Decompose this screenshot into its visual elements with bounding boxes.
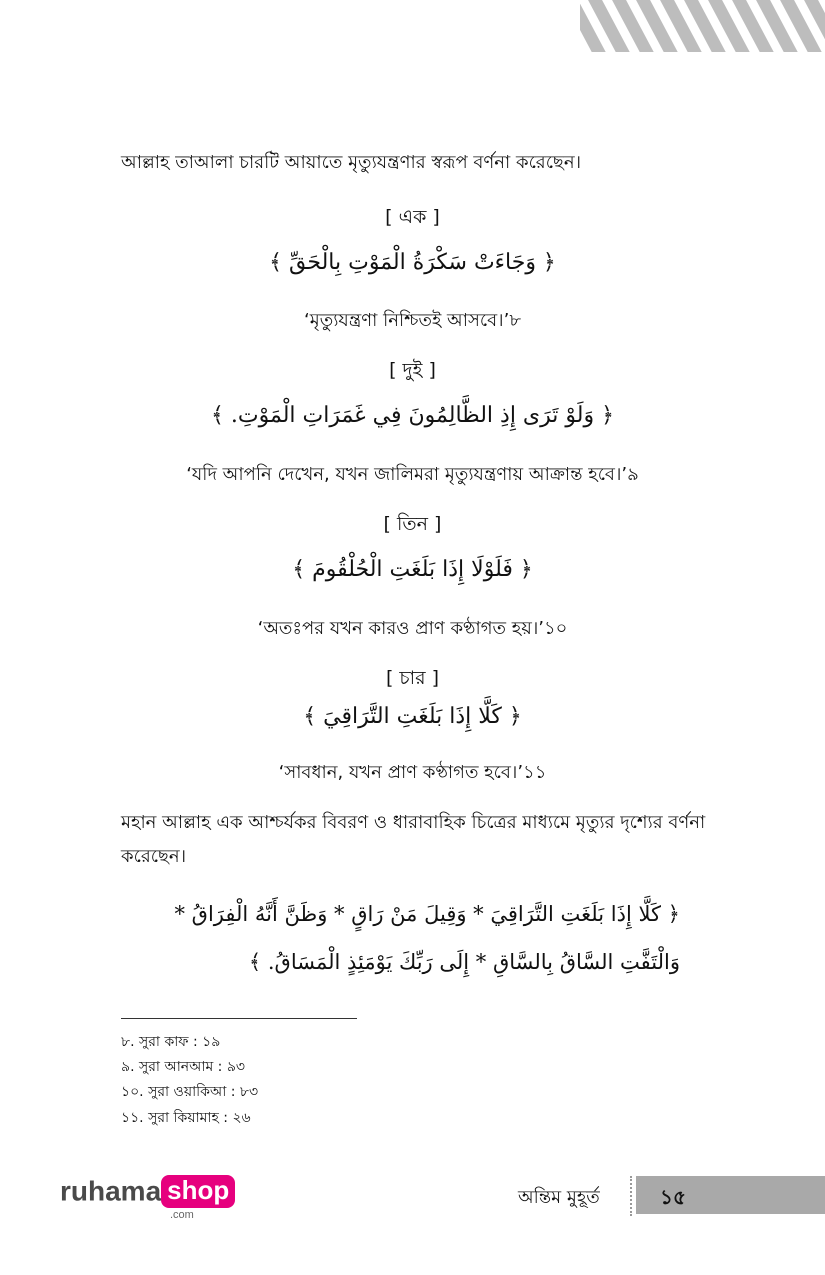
header-stripes [580, 0, 825, 52]
logo-wordmark: ruhama [60, 1175, 162, 1207]
arabic-verse-2: ﴿ وَلَوْ تَرَى إِذِ الظَّالِمُونَ فِي غَمَرَاتِ الْمَوْتِ. ﴾ [211, 403, 614, 428]
footnote-8: ৮. সুরা কাফ : ১৯ [121, 1034, 221, 1050]
translation-1: ‘মৃত্যুযন্ত্রণা নিশ্চিতই আসবে।’৮ [303, 310, 522, 331]
footnote-10: ১০. সুরা ওয়াকিআ : ৮৩ [121, 1084, 259, 1100]
arabic-passage-line-2: وَالْتَفَّتِ السَّاقُ بِالسَّاقِ * إِلَى رَبِّكَ يَوْمَئِذٍ الْمَسَاقُ. ﴾ [248, 950, 680, 974]
footer-separator [630, 1176, 634, 1216]
page-number: ১৫ [660, 1185, 686, 1209]
arabic-verse-3: ﴿ فَلَوْلَا إِذَا بَلَغَتِ الْحُلْقُومَ ﴾ [292, 557, 533, 582]
body-paragraph: মহান আল্লাহ এক আশ্চর্যকর বিবরণ ও ধারাবাহিক চিত্রের মাধ্যমে মৃত্যুর দৃশ্যের বর্ণনা করেছেন। [121, 812, 706, 867]
translation-4: ‘সাবধান, যখন প্রাণ কণ্ঠাগত হবে।’১১ [278, 762, 547, 783]
intro-text: আল্লাহ তাআলা চারটি আয়াতে মৃত্যুযন্ত্রণার স্বরূপ বর্ণনা করেছেন। [121, 152, 582, 173]
logo-domain: .com [170, 1209, 194, 1221]
translation-3: ‘অতঃপর যখন কারও প্রাণ কণ্ঠাগত হয়।’১০ [257, 618, 568, 639]
footnote-divider [121, 1018, 357, 1019]
book-title: অন্তিম মুহূর্ত [518, 1187, 600, 1208]
section-heading-4: [ চার ] [385, 667, 440, 689]
logo-shop-badge: shop [161, 1175, 235, 1208]
arabic-passage [150, 890, 680, 986]
arabic-verse-4: ﴿ كَلَّا إِذَا بَلَغَتِ التَّرَاقِيَ ﴾ [303, 704, 522, 729]
section-heading-3: [ তিন ] [383, 513, 442, 535]
section-heading-1: [ এক ] [385, 206, 440, 228]
footnote-11: ১১. সুরা কিয়ামাহ : ২৬ [121, 1110, 251, 1126]
footnote-9: ৯. সুরা আনআম : ৯৩ [121, 1059, 246, 1075]
ruhamashop-logo [60, 1175, 235, 1221]
arabic-verse-1: ﴿ وَجَاءَتْ سَكْرَةُ الْمَوْتِ بِالْحَقِّ ﴾ [269, 250, 556, 275]
arabic-passage-line-1: ﴿ كَلَّا إِذَا بَلَغَتِ التَّرَاقِيَ * وَقِيلَ مَنْ رَاقٍ * وَظَنَّ أَنَّهُ الْفِرَاقُ * [174, 902, 680, 926]
section-heading-2: [ দুই ] [389, 359, 436, 381]
translation-2: ‘যদি আপনি দেখেন, যখন জালিমরা মৃত্যুযন্ত্রণায় আক্রান্ত হবে।’৯ [186, 464, 639, 485]
